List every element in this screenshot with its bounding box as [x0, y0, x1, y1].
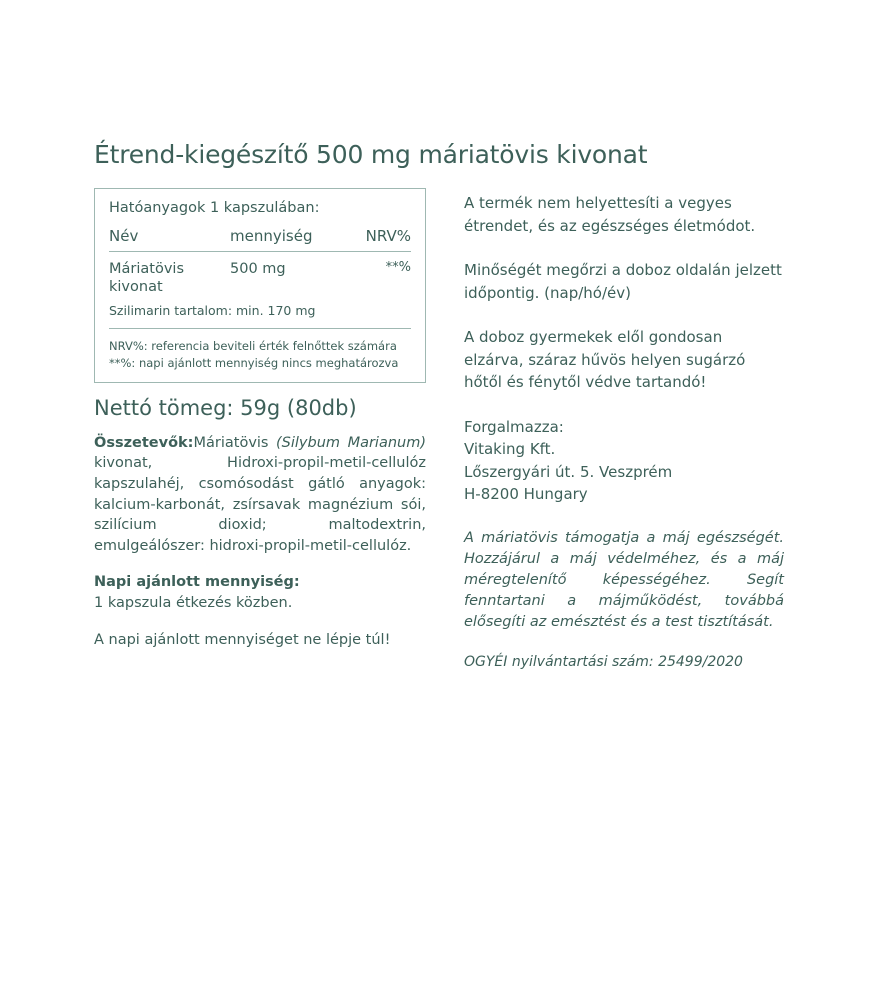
- row-ingredient-amount: 500 mg: [230, 260, 286, 277]
- column-header-nrv: NRV%: [365, 226, 411, 245]
- ingredients-label: Összetevők:: [94, 434, 194, 451]
- footnote-asterisk: **%: napi ajánlott mennyiség nincs meghatározva: [109, 356, 399, 371]
- net-weight: Nettó tömeg: 59g (80db): [94, 395, 357, 420]
- distributor-block: [464, 416, 784, 506]
- warning-paragraph: A napi ajánlott mennyiséget ne lépje túl!: [94, 631, 391, 648]
- page-title: Étrend-kiegészítő 500 mg máriatövis kivonat: [94, 140, 648, 169]
- distributor-label: Forgalmazza:: [464, 417, 564, 436]
- ingredients-latin-name: (Silybum Marianum): [276, 434, 426, 451]
- health-claims-paragraph: A máriatövis támogatja a máj egészségét. Hozzájárul a máj védelméhez, és a máj méregtelenítő képességéhez. Segít fenntartani a májműködést, továbbá elősegíti az emésztést és a test tisztítását.: [464, 529, 784, 630]
- table-row: [109, 252, 411, 296]
- column-header-name: Név: [109, 226, 139, 245]
- footnote-nrv: NRV%: referencia beviteli érték felnőttek számára: [109, 339, 397, 354]
- facts-heading: Hatóanyagok 1 kapszulában:: [109, 200, 320, 216]
- ingredients-paragraph: [94, 433, 426, 556]
- ingredients-text-before: Máriatövis: [193, 434, 277, 451]
- storage-paragraph: A doboz gyermekek elől gondosan elzárva, száraz hűvös helyen sugárzó hőtől és fénytől védve tartandó!: [464, 328, 746, 391]
- dosage-paragraph: [94, 572, 426, 613]
- registration-number: OGYÉI nyilvántartási szám: 25499/2020: [464, 653, 743, 670]
- facts-subnote: Szilimarin tartalom: min. 170 mg: [109, 296, 411, 329]
- supplement-facts-table: [94, 188, 426, 383]
- right-column: [464, 188, 784, 672]
- distributor-city: H-8200 Hungary: [464, 485, 588, 503]
- dosage-text: 1 kapszula étkezés közben.: [94, 594, 293, 611]
- label-columns: [94, 188, 784, 672]
- row-ingredient-name: Máriatövis kivonat: [109, 260, 184, 295]
- facts-column-headers: [109, 227, 411, 252]
- column-header-amount: mennyiség: [230, 226, 313, 245]
- ingredients-text-after: kivonat, Hidroxi-propil-metil-cellulóz kapszulahéj, csomósodást gátló anyagok: kalcium-karbonát, zsírsavak magnézium sói, szilícium dioxid; maltodextrin, emulgeálószer: hidroxi-propil-metil-cellulóz.: [94, 455, 426, 554]
- dosage-label: Napi ajánlott mennyiség:: [94, 574, 300, 591]
- row-ingredient-nrv: **%: [385, 259, 411, 275]
- left-column: [94, 188, 426, 650]
- supplement-label: [94, 140, 784, 672]
- not-substitute-paragraph: A termék nem helyettesíti a vegyes étrendet, és az egészséges életmódot.: [464, 194, 756, 235]
- best-before-paragraph: Minőségét megőrzi a doboz oldalán jelzett időpontig. (nap/hó/év): [464, 261, 782, 302]
- distributor-street: Lőszergyári út. 5. Veszprém: [464, 462, 673, 481]
- facts-footnotes: [109, 329, 411, 371]
- distributor-name: Vitaking Kft.: [464, 440, 556, 458]
